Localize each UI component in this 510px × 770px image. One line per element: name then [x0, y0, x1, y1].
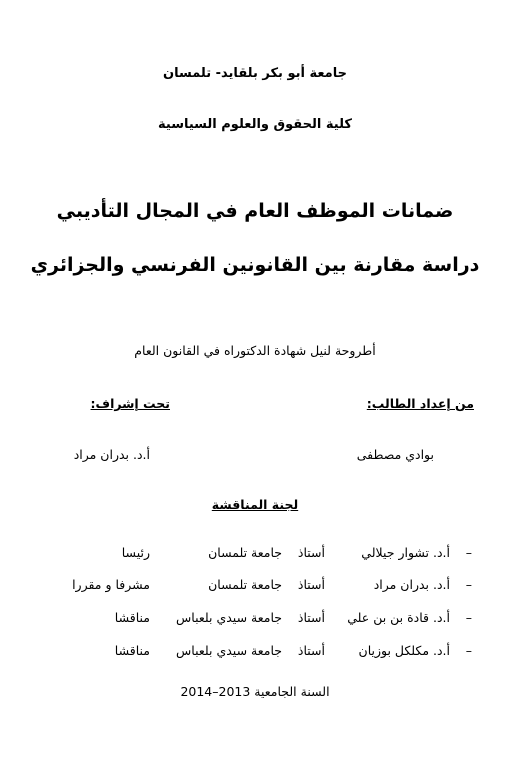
thesis-statement: أطروحة لنيل شهادة الدكتوراه في القانون العام — [134, 343, 376, 358]
student-name: بوادي مصطفى — [356, 447, 434, 462]
list-dash: – — [465, 577, 472, 592]
jury-member-role: مناقشا — [114, 643, 150, 658]
supervisor-name: أ.د. بدران مراد — [73, 447, 150, 462]
jury-member-role: مناقشا — [114, 610, 150, 625]
list-dash: – — [465, 545, 472, 560]
jury-member-rank: أستاذ — [297, 545, 325, 560]
jury-member-row — [0, 610, 510, 628]
jury-member-university: جامعة تلمسان — [208, 545, 282, 560]
jury-member-university: جامعة تلمسان — [208, 577, 282, 592]
supervision-label: تحت إشراف: — [90, 396, 170, 411]
jury-title: لجنة المناقشة — [211, 497, 299, 512]
jury-member-role: رئيسا — [121, 545, 150, 560]
list-dash: – — [465, 643, 472, 658]
thesis-title-main: ضمانات الموظف العام في المجال التأديبي — [56, 200, 454, 222]
jury-member-rank: أستاذ — [297, 577, 325, 592]
jury-member-university: جامعة سيدي بلعباس — [176, 610, 282, 625]
jury-member-name: أ.د. قادة بن بن علي — [347, 610, 450, 625]
jury-member-name: أ.د. تشوار جيلالي — [361, 545, 450, 560]
jury-member-rank: أستاذ — [297, 610, 325, 625]
jury-member-role: مشرفا و مقررا — [72, 577, 150, 592]
jury-member-name: أ.د. مكلكل بوزيان — [358, 643, 450, 658]
academic-year: السنة الجامعية 2013–2014 — [180, 684, 330, 699]
jury-member-name: أ.د. بدران مراد — [373, 577, 450, 592]
faculty-name: كلية الحقوق والعلوم السياسية — [158, 117, 352, 132]
jury-member-row — [0, 545, 510, 563]
list-dash: – — [465, 610, 472, 625]
university-name: جامعة أبو بكر بلقايد- تلمسان — [163, 66, 347, 81]
prepared-by-label: من إعداد الطالب: — [366, 396, 474, 411]
thesis-title-subtitle: دراسة مقارنة بين القانونين الفرنسي والجزائري — [30, 254, 480, 276]
jury-member-row — [0, 577, 510, 595]
jury-member-university: جامعة سيدي بلعباس — [176, 643, 282, 658]
jury-member-row — [0, 643, 510, 661]
jury-member-rank: أستاذ — [297, 643, 325, 658]
